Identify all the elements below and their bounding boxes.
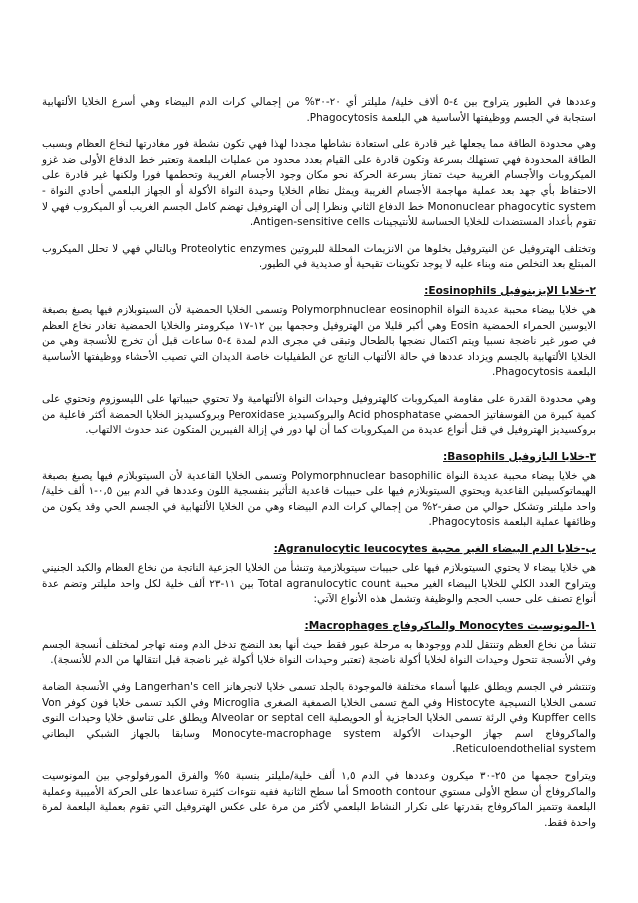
- heading-monocytes-macrophages: ١-المونوسيت Monocytes والماكروفاج Macrophages:: [304, 619, 596, 632]
- paragraph-monocytes-size: ويتراوح حجمها من ٢٥-٣٠ ميكرون وعددها في الدم ١,٥ ألف خلية/مليلتر بنسبة ٥% والفرق المورفولوجي بين المونوسيت والماكروفاج أن سطح الأولى مستوي Smooth contour أما سطح الثانية ففيه نتوءات كثيرة تساعدها على الحركة الأميبية وعملية البلعمة وتتميز الماكروفاج بقدرتها على تكرار النشاط البلعمي لأكثر من مرة على عكس الهتروفيل التي تقوم بعملية البلعمة لمرة واحدة فقط.: [42, 770, 596, 829]
- paragraph-heterophil-energy: وهي محدودة الطاقة مما يجعلها غير قادرة على استعادة نشاطها مجددا لهذا فهي تكون نشطة فور مغادرتها لنخاع العظام وبسبب الطاقة المحدودة فهي تستهلك بسرعة وتكون قادرة على القيام بعدد محدود من عمليات البلعمة وتعتبر خط الدفاع الأولى ضد غزو الميكروبات والأجسام الغريبة حيث تمتاز بسرعة الحركة نحو مكان وجود الأجسام الغريبة وتحطمها فورا ولكنها غير قادرة على الاحتفاظ بأي جهد بعد عملية مهاجمة الأجسام الغريبة ويمثل نظام الخلايا وحيدة النواة الأكولة أو الجهاز البلعمي أحادي النواة -Mononuclear phagocytic system خط الدفاع الثاني ونظرا إلى أن الهتروفيل تهضم كامل الجسم الغريب أو الميكروب فهي لا تقوم بأعداد المستضدات للخلايا الحساسة للأنتيجينات Antigen-sensitive cells.: [42, 138, 596, 229]
- paragraph-eosinophils-function: وهي محدودة القدرة على مقاومة الميكروبات كالهتروفيل وحيدات النواة الألتهامية ولا تحتوي حبيباتها على الليسوزوم وتحتوي على كمية كبيرة من الفوسفاتيز الحمضي Acid phosphatase والبروكسيديز Peroxidase وبروكسيديز الخلايا الحمضة أكثر فاعلية من بروكسيديز الهتروفيل في قتل أنواع عديدة من الميكروبات كما أن لها دور في إزالة الفيبرين المتكون عند حدوث الالتهاب.: [42, 392, 596, 437]
- paragraph-agranulocytes-description: هي خلايا بيضاء لا يحتوي السيتوبلازم فيها على حبيبات سيتوبلازمية وتنشأ من الخلايا الجزعية الناتجة من نخاع العظام والكبد الجنيني ويتراوح العدد الكلي للخلايا البيضاء الغير محببة Total agranulocytic count بين ١١-٢٣ ألف خلية لكل واحد مليلتر وتضم عدة أنواع تصنف على حسب الحجم والوظيفة وتشمل هذه الأنواع الآتي:: [42, 562, 596, 606]
- paragraph-eosinophils-description: هي خلايا بيضاء محببة عديدة النواة Polymorphnuclear eosinophil وتسمى الخلايا الحمضية لأن السيتوبلازم فيها يصبغ بصبغة الايوسين الحمراء الحمضية Eosin وهي أكبر قليلا من الهتروفيل وحجمها بين ١٢-١٧ ميكرومتر والخلايا الحمضية تغادر نخاع العظم في صور غير ناضجة نسبيا ويتم اكتمال نضجها بالطحال وتبقى في مجرى الدم لمدة ٤-٥ ساعات قبل أن تخرج للأنسجة وهي من الخلايا الألتهابية بالجسم ويزداد عددها في حالة الألتهاب الناتج عن الطفيليات خاصة الديدان التي تصيب الأحشاء ووظيفتها الأساسية البلعمة Phagocytosis.: [42, 303, 597, 379]
- paragraph-monocytes-names: وتنتشر في الجسم ويطلق عليها أسماء مختلفة فالموجودة بالجلد تسمى خلايا لانجرهانز Langerhan's cell وفي الأنسجة الضامة تسمى الخلايا النسيجية Histocyte وفي المخ تسمى الخلايا الصمغية الصغرى Microglia وفي الكبد تسمى خلايا فون كوفر Von Kupffer cells وفي الرئة تسمى الخلايا الحاجزية أو الحويصلية Alveolar or septal cell ويطلق على تناسق خلايا وحيدات النوى والماكروفاج اسم جهاز الوحيدات الأكولة Monocyte-macrophage system وسابقا بالجهاز الشبكي البطاني Reticuloendothelial system.: [42, 681, 597, 756]
- paragraph-heterophil-count: وعددها في الطيور يتراوح بين ٤-٥ ألاف خلية/ مليلتر أي ٢٠-٣٠% من إجمالي كرات الدم البيضاء وهي أسرع الخلايا الألتهابية استجابة في الجسم ووظيفتها الأساسية هي البلعمة Phagocytosis.: [42, 96, 596, 124]
- heading-agranulocytes: ب-خلايا الدم البيضاء الغير محببة Agranulocytic leucocytes:: [273, 543, 596, 556]
- heading-eosinophils: ٢-خلايا الإيزينوفيل Eosinophils:: [424, 284, 596, 297]
- paragraph-heterophil-enzymes: وتختلف الهتروفيل عن النيتروفيل بخلوها من الانزيمات المحللة للبروتين Proteolytic enzymes وبالتالي فهي لا تحلل الميكروب المبتلع بعد التخلص منه وبناء عليه لا يوجد تكوينات تقيحية أو صديدية في الطيور.: [42, 242, 596, 271]
- paragraph-monocytes-origin: تنشأ من نخاع العظم وتنتقل للدم ووجودها به مرحلة عبور فقط حيث أنها بعد النضج تدخل الدم ومنه تهاجر لمختلف أنسجة الجسم وفي الأنسجة تتحول وحيدات النواة لخلايا أكولة ناضجة (تعتبر وحيدات النواة خلايا أكولة غير ناضجة قبل انتقالها من الدم للأنسجة).: [42, 638, 596, 667]
- paragraph-basophils-description: هي خلايا بيضاء محببة عديدة النواة Polymorphnuclear basophilic وتسمى الخلايا القاعدية لأن السيتوبلازم فيها يصبغ بصبغة الهيماتوكسيلين القاعدية ويحتوي السيتوبلازم فيها على حبيبات قاعدية التأثير بنفسجية اللون وعددها في الدم بين ٠,٥-١ ألف خلية/واحد مليلتر وتشكل حوالي من صفر-٢% من إجمالي كرات الدم البيضاء وهي من الخلايا الألتهابية في الجسم الحي وقد يكون من وظائفها عملية البلعمة Phagocytosis.: [42, 469, 597, 529]
- heading-basophils: ٣-خلايا البازوفيل Basophils:: [443, 450, 596, 463]
